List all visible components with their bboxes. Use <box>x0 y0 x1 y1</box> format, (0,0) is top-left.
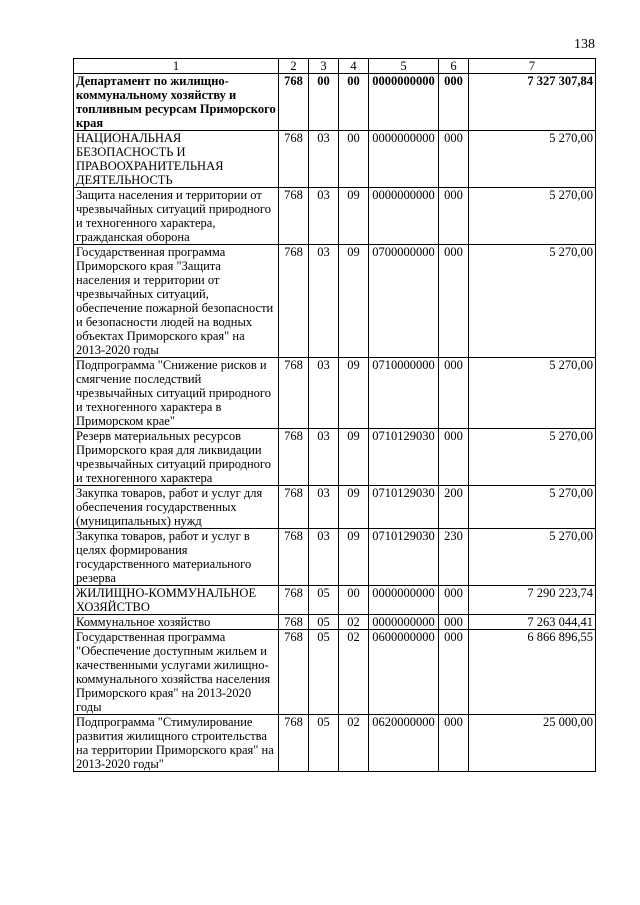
row-name-cell: Подпрограмма "Стимулирование развития жилищного строительства на территории Приморского края" на 2013-2020 годы" <box>74 715 279 772</box>
row-code-cell: 000 <box>439 245 469 358</box>
row-code-cell: 0000000000 <box>369 131 439 188</box>
column-header: 7 <box>469 59 596 74</box>
row-code-cell: 0710129030 <box>369 529 439 586</box>
row-name-cell: Закупка товаров, работ и услуг в целях формирования государственного материального резерва <box>74 529 279 586</box>
row-code-cell: 00 <box>339 131 369 188</box>
row-code-cell: 000 <box>439 630 469 715</box>
row-code-cell: 768 <box>279 486 309 529</box>
row-name-cell: Государственная программа "Обеспечение доступным жильем и качественными услугами жилищно-коммунального хозяйства населения Приморского края" на 2013-2020 годы <box>74 630 279 715</box>
row-sum-cell: 7 290 223,74 <box>469 586 596 615</box>
row-code-cell: 03 <box>309 486 339 529</box>
row-code-cell: 09 <box>339 188 369 245</box>
table-row <box>74 429 596 486</box>
row-code-cell: 000 <box>439 715 469 772</box>
row-code-cell: 768 <box>279 630 309 715</box>
row-code-cell: 768 <box>279 586 309 615</box>
row-name-cell: Подпрограмма "Снижение рисков и смягчение последствий чрезвычайных ситуаций природного и техногенного характера в Приморском крае" <box>74 358 279 429</box>
page-number: 138 <box>574 37 595 52</box>
row-code-cell: 768 <box>279 529 309 586</box>
row-code-cell: 0710129030 <box>369 429 439 486</box>
row-code-cell: 0000000000 <box>369 586 439 615</box>
row-sum-cell: 5 270,00 <box>469 529 596 586</box>
row-code-cell: 09 <box>339 486 369 529</box>
row-sum-cell: 5 270,00 <box>469 245 596 358</box>
row-code-cell: 03 <box>309 188 339 245</box>
column-header: 3 <box>309 59 339 74</box>
row-code-cell: 05 <box>309 630 339 715</box>
row-code-cell: 230 <box>439 529 469 586</box>
row-code-cell: 0710129030 <box>369 486 439 529</box>
row-code-cell: 768 <box>279 74 309 131</box>
table-row <box>74 131 596 188</box>
row-name-cell: НАЦИОНАЛЬНАЯ БЕЗОПАСНОСТЬ И ПРАВООХРАНИТЕЛЬНАЯ ДЕЯТЕЛЬНОСТЬ <box>74 131 279 188</box>
row-code-cell: 000 <box>439 131 469 188</box>
row-code-cell: 03 <box>309 429 339 486</box>
row-code-cell: 0000000000 <box>369 188 439 245</box>
row-code-cell: 00 <box>309 74 339 131</box>
row-code-cell: 03 <box>309 358 339 429</box>
row-name-cell: Коммунальное хозяйство <box>74 615 279 630</box>
row-code-cell: 05 <box>309 615 339 630</box>
row-code-cell: 768 <box>279 188 309 245</box>
row-code-cell: 05 <box>309 715 339 772</box>
row-sum-cell: 5 270,00 <box>469 429 596 486</box>
row-name-cell: Закупка товаров, работ и услуг для обеспечения государственных (муниципальных) нужд <box>74 486 279 529</box>
table-row <box>74 615 596 630</box>
row-code-cell: 768 <box>279 131 309 188</box>
row-sum-cell: 5 270,00 <box>469 131 596 188</box>
column-header: 5 <box>369 59 439 74</box>
row-code-cell: 09 <box>339 358 369 429</box>
row-name-cell: Резерв материальных ресурсов Приморского края для ликвидации чрезвычайных ситуаций природного и техногенного характера <box>74 429 279 486</box>
row-code-cell: 200 <box>439 486 469 529</box>
row-code-cell: 05 <box>309 586 339 615</box>
row-sum-cell: 6 866 896,55 <box>469 630 596 715</box>
column-header: 2 <box>279 59 309 74</box>
table-row <box>74 245 596 358</box>
header-row <box>74 59 596 74</box>
table-row <box>74 358 596 429</box>
table-row <box>74 586 596 615</box>
column-header: 1 <box>74 59 279 74</box>
row-code-cell: 03 <box>309 245 339 358</box>
row-code-cell: 000 <box>439 74 469 131</box>
column-header: 4 <box>339 59 369 74</box>
row-code-cell: 09 <box>339 245 369 358</box>
table-body <box>74 74 596 772</box>
row-code-cell: 0000000000 <box>369 615 439 630</box>
row-name-cell: Защита населения и территории от чрезвычайных ситуаций природного и техногенного характера, гражданская оборона <box>74 188 279 245</box>
row-code-cell: 0620000000 <box>369 715 439 772</box>
row-code-cell: 000 <box>439 429 469 486</box>
row-code-cell: 03 <box>309 529 339 586</box>
table-row <box>74 529 596 586</box>
row-sum-cell: 5 270,00 <box>469 486 596 529</box>
budget-table <box>73 58 596 772</box>
row-code-cell: 000 <box>439 615 469 630</box>
row-code-cell: 768 <box>279 358 309 429</box>
row-code-cell: 768 <box>279 429 309 486</box>
row-code-cell: 02 <box>339 615 369 630</box>
row-code-cell: 0710000000 <box>369 358 439 429</box>
table-row <box>74 630 596 715</box>
row-code-cell: 0000000000 <box>369 74 439 131</box>
row-code-cell: 0700000000 <box>369 245 439 358</box>
row-code-cell: 768 <box>279 615 309 630</box>
row-sum-cell: 7 327 307,84 <box>469 74 596 131</box>
row-sum-cell: 5 270,00 <box>469 358 596 429</box>
row-code-cell: 0600000000 <box>369 630 439 715</box>
row-code-cell: 000 <box>439 188 469 245</box>
row-code-cell: 09 <box>339 529 369 586</box>
row-code-cell: 00 <box>339 74 369 131</box>
table-row <box>74 74 596 131</box>
row-code-cell: 000 <box>439 586 469 615</box>
row-sum-cell: 7 263 044,41 <box>469 615 596 630</box>
row-code-cell: 768 <box>279 245 309 358</box>
table-row <box>74 188 596 245</box>
table-row <box>74 486 596 529</box>
row-code-cell: 768 <box>279 715 309 772</box>
row-sum-cell: 25 000,00 <box>469 715 596 772</box>
row-code-cell: 000 <box>439 358 469 429</box>
row-code-cell: 03 <box>309 131 339 188</box>
row-sum-cell: 5 270,00 <box>469 188 596 245</box>
column-header: 6 <box>439 59 469 74</box>
row-name-cell: Департамент по жилищно-коммунальному хозяйству и топливным ресурсам Приморского края <box>74 74 279 131</box>
row-code-cell: 00 <box>339 586 369 615</box>
row-code-cell: 02 <box>339 715 369 772</box>
row-code-cell: 09 <box>339 429 369 486</box>
row-name-cell: Государственная программа Приморского края "Защита населения и территории от чрезвычайных ситуаций, обеспечение пожарной безопасности и безопасности людей на водных объектах Приморского края" на 2013-2020 годы <box>74 245 279 358</box>
row-name-cell: ЖИЛИЩНО-КОММУНАЛЬНОЕ ХОЗЯЙСТВО <box>74 586 279 615</box>
table-row <box>74 715 596 772</box>
row-code-cell: 02 <box>339 630 369 715</box>
